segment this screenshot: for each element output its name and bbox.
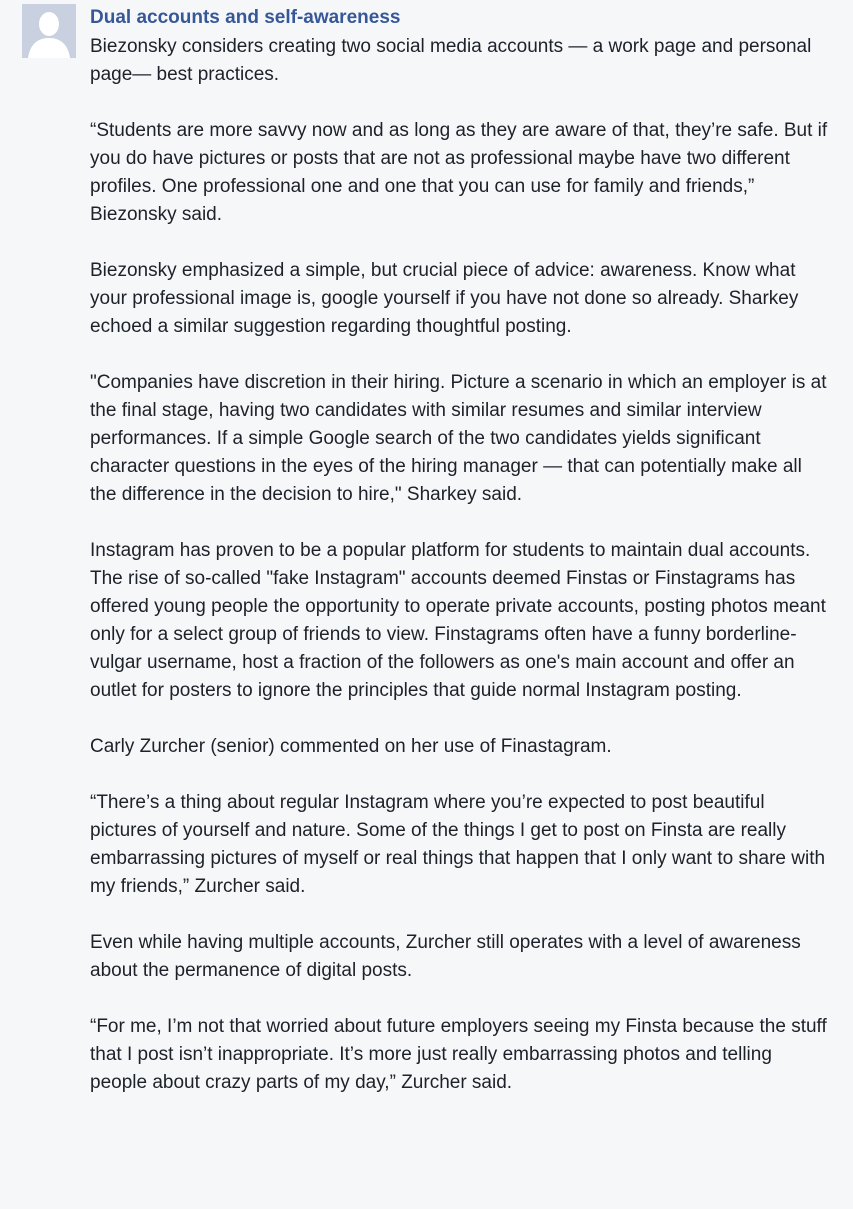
default-profile-silhouette-icon [22, 4, 76, 58]
post-paragraph: Biezonsky considers creating two social media accounts — a work page and personal page— best practices. [90, 36, 812, 85]
post-paragraph: Carly Zurcher (senior) commented on her use of Finastagram. [90, 736, 612, 757]
avatar[interactable] [22, 4, 76, 58]
post-paragraph: Instagram has proven to be a popular platform for students to maintain dual accounts. The rise of so-called "fake Instagram" accounts deemed Finstas or Finstagrams has offered young people the opportunity to operate private accounts, posting photos meant only for a select group of friends to view. Finstagrams often have a funny borderline-vulgar username, host a fraction of the followers as one's main account and offer an outlet for posters to ignore the principles that guide normal Instagram posting. [90, 540, 826, 701]
post-title[interactable]: Dual accounts and self-awareness [90, 7, 401, 28]
post-paragraph: “There’s a thing about regular Instagram where you’re expected to post beautiful pictures of yourself and nature. Some of the things I get to post on Finsta are really embarrassing pictures of myself or real things that happen that I only want to share with my friends,” Zurcher said. [90, 792, 826, 897]
post-paragraph: "Companies have discretion in their hiring. Picture a scenario in which an employer is at the final stage, having two candidates with similar resumes and similar interview performances. If a simple Google search of the two candidates yields significant character questions in the eyes of the hiring manager — that can potentially make all the difference in the decision to hire," Sharkey said. [90, 372, 827, 505]
post-content [90, 6, 830, 1097]
post-paragraph: Biezonsky emphasized a simple, but crucial piece of advice: awareness. Know what your professional image is, google yourself if you have not done so already. Sharkey echoed a similar suggestion regarding thoughtful posting. [90, 260, 799, 337]
post-paragraph: “Students are more savvy now and as long as they are aware of that, they’re safe. But if you do have pictures or posts that are not as professional maybe have two different profiles. One professional one and one that you can use for family and friends,” Biezonsky said. [90, 120, 828, 225]
post-paragraph: “For me, I’m not that worried about future employers seeing my Finsta because the stuff that I post isn’t inappropriate. It’s more just really embarrassing photos and telling people about crazy parts of my day,” Zurcher said. [90, 1016, 827, 1093]
post-paragraph: Even while having multiple accounts, Zurcher still operates with a level of awareness about the permanence of digital posts. [90, 932, 801, 981]
